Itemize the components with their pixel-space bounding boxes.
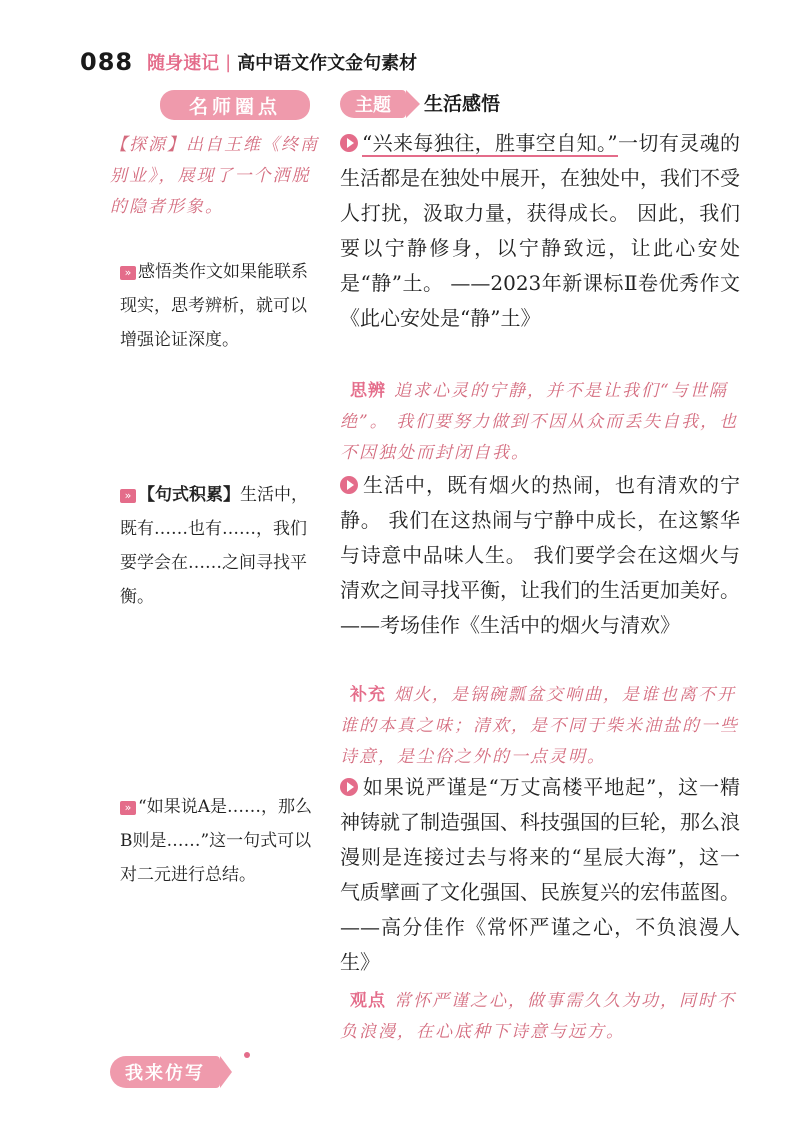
source-note: 【探源】出自王维《终南别业》，展现了一个洒脱的隐者形象。	[110, 135, 319, 217]
play-bullet-icon	[340, 778, 358, 796]
margin-note-2-label: 【句式积累】	[138, 485, 240, 505]
margin-note-3-text: “如果说A是……，那么B则是……”这一句式可以对二元进行总结。	[120, 797, 312, 885]
passage-2-text: 生活中，既有烟火的热闹，也有清欢的宁静。 我们在这热闹与宁静中成长，在这繁华与诗意中品味人生。 我们要学会在这烟火与清欢之间寻找平衡，让我们的生活更加美好。 ——考场佳作《生活中的烟火与清欢》	[340, 473, 740, 637]
page-header	[80, 42, 417, 82]
passage-2	[340, 468, 740, 643]
comment-2-text: 烟火，是锅碗瓢盆交响曲，是谁也离不开谁的本真之味；清欢，是不同于柴米油盐的一些诗意，是尘俗之外的一点灵明。	[340, 685, 739, 767]
teacher-notes-tag: 名师圈点	[160, 90, 310, 120]
passage-1-quote: “兴来每独往，胜事空自知。”	[362, 131, 618, 155]
series-name: 随身速记	[147, 53, 220, 74]
comment-3	[340, 986, 740, 1048]
passage-3	[340, 770, 740, 980]
double-arrow-icon: »	[120, 801, 136, 815]
comment-3-label: 观点	[350, 991, 386, 1011]
play-bullet-icon	[340, 134, 358, 152]
margin-note-2	[120, 478, 320, 614]
book-title: 高中语文作文金句素材	[237, 53, 418, 74]
comment-1-text: 追求心灵的宁静，并不是让我们“与世隔绝”。 我们要努力做到不因从众而丢失自我，也不因独处而封闭自我。	[340, 381, 739, 463]
page-number: 088	[80, 48, 134, 76]
double-arrow-icon: »	[120, 489, 136, 503]
play-bullet-icon	[340, 476, 358, 494]
comment-3-text: 常怀严谨之心，做事需久久为功，同时不负浪漫，在心底种下诗意与远方。	[340, 991, 736, 1042]
double-arrow-icon: »	[120, 266, 136, 280]
imitate-writing-tag: 我来仿写	[110, 1056, 220, 1088]
margin-note-2-text: 生活中，既有……也有……，我们要学会在……之间寻找平衡。	[120, 485, 308, 607]
margin-note-1	[120, 255, 320, 357]
passage-1-text: 一切有灵魂的生活都是在独处中展开，在独处中，我们不受人打扰，汲取力量，获得成长。 因此，我们要以宁静修身，以宁静致远，让此心安处是“静”土。 ——2023年新课标Ⅱ卷优秀作文《此心安处是“静”土》	[340, 131, 741, 330]
margin-note-3	[120, 790, 320, 892]
passage-1	[340, 126, 740, 336]
margin-note-1-text: 感悟类作文如果能联系现实，思考辨析，就可以增强论证深度。	[120, 262, 308, 350]
theme-tag: 主题	[340, 90, 406, 118]
theme-title: 生活感悟	[424, 93, 501, 115]
comment-1	[340, 376, 740, 469]
comment-2-label: 补充	[350, 685, 386, 705]
passage-3-text: 如果说严谨是“万丈高楼平地起”，这一精神铸就了制造强国、科技强国的巨轮，那么浪漫则是连接过去与将来的“星辰大海”，这一气质擘画了文化强国、民族复兴的宏伟蓝图。 ——高分佳作《常怀严谨之心，不负浪漫人生》	[340, 775, 740, 974]
comment-2	[340, 680, 740, 773]
comment-1-label: 思辨	[350, 381, 386, 401]
header-separator: |	[225, 51, 232, 73]
decorative-dot	[244, 1052, 250, 1058]
